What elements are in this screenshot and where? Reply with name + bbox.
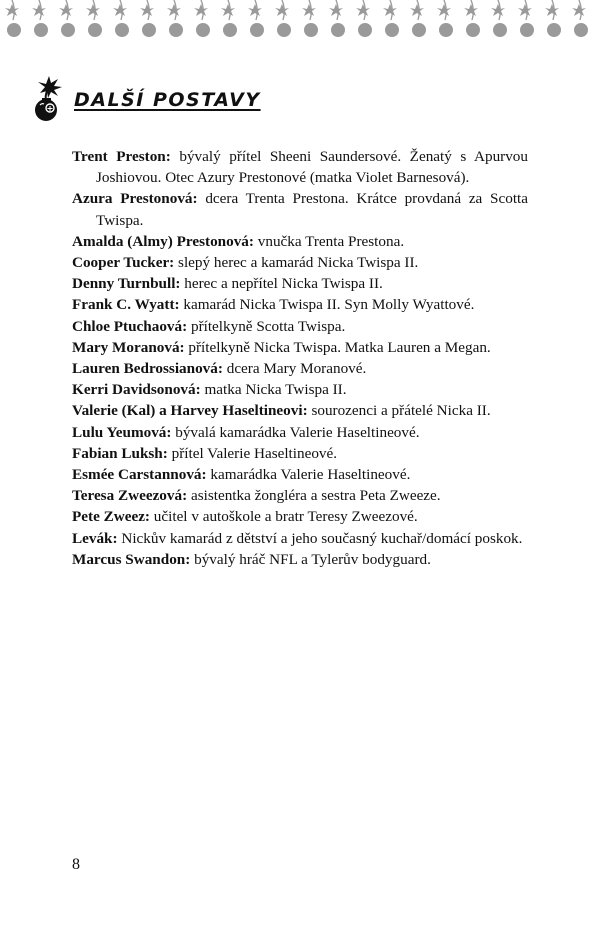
character-list	[72, 146, 528, 570]
character-entry	[72, 485, 528, 506]
border-bomb-icon	[59, 0, 75, 37]
character-entry	[72, 252, 528, 273]
section-header	[30, 74, 550, 122]
page-number: 8	[72, 856, 80, 873]
border-bomb-icon	[383, 0, 399, 37]
border-bomb-icon	[491, 0, 507, 37]
character-entry	[72, 528, 528, 549]
border-bomb-icon	[167, 0, 183, 37]
character-name: Azura Prestonová:	[72, 190, 198, 208]
character-description: dcera Mary Moranové.	[226, 360, 367, 378]
character-entry	[72, 379, 528, 400]
border-bomb-icon	[410, 0, 426, 37]
character-name: Valerie (Kal) a Harvey Haseltineovi:	[72, 402, 308, 420]
border-bomb-icon	[329, 0, 345, 37]
character-description: přítelkyně Scotta Twispa.	[190, 317, 346, 335]
border-bomb-icon	[518, 0, 534, 37]
character-entry	[72, 422, 528, 443]
border-bomb-icon	[464, 0, 480, 37]
bomb-icon	[30, 74, 72, 122]
border-bomb-icon	[140, 0, 156, 37]
character-name: Teresa Zweezová:	[72, 487, 188, 505]
character-name: Chloe Ptuchaová:	[72, 317, 188, 335]
character-entry	[72, 443, 528, 464]
character-name: Kerri Davidsonová:	[72, 381, 201, 399]
character-description: slepý herec a kamarád Nicka Twispa II.	[178, 254, 419, 272]
character-description: učitel v autoškole a bratr Teresy Zweezové.	[153, 508, 418, 526]
character-description: bývalý přítel Sheeni Saundersové. Ženatý s Apurvou Joshiovou. Otec Azury Prestonové (matka Violet Barnesová).	[96, 148, 528, 187]
character-description: dcera Trenta Prestona. Krátce provdaná za Scotta Twispa.	[96, 190, 529, 229]
character-description: bývalá kamarádka Valerie Haseltineové.	[175, 423, 420, 441]
decorative-bomb-border	[0, 0, 600, 48]
character-name: Fabian Luksh:	[72, 444, 168, 462]
border-bomb-icon	[545, 0, 561, 37]
character-name: Levák:	[72, 529, 118, 547]
character-entry	[72, 464, 528, 485]
border-bomb-icon	[248, 0, 264, 37]
character-description: Nickův kamarád z dětství a jeho současný kuchař/domácí poskok.	[121, 529, 523, 547]
character-entry	[72, 549, 528, 570]
border-bomb-icon	[302, 0, 318, 37]
character-entry	[72, 337, 528, 358]
border-bomb-icon	[5, 0, 21, 37]
character-description: přítelkyně Nicka Twispa. Matka Lauren a Megan.	[188, 338, 491, 356]
character-name: Lauren Bedrossianová:	[72, 360, 223, 378]
character-name: Mary Moranová:	[72, 338, 185, 356]
character-description: kamarádka Valerie Haseltineové.	[210, 466, 411, 484]
character-description: sourozenci a přátelé Nicka II.	[311, 402, 491, 420]
character-entry	[72, 188, 528, 230]
character-description: bývalý hráč NFL a Tylerův bodyguard.	[194, 550, 431, 568]
border-bomb-icon	[194, 0, 210, 37]
character-name: Pete Zweez:	[72, 508, 150, 526]
character-entry	[72, 294, 528, 315]
border-bomb-icon	[113, 0, 129, 37]
character-description: kamarád Nicka Twispa II. Syn Molly Wyattové.	[183, 296, 475, 314]
character-entry	[72, 146, 528, 188]
character-name: Esmée Carstannová:	[72, 466, 207, 484]
character-entry	[72, 273, 528, 294]
character-entry	[72, 231, 528, 252]
character-description: matka Nicka Twispa II.	[204, 381, 347, 399]
character-description: přítel Valerie Haseltineové.	[171, 444, 338, 462]
border-bomb-icon	[32, 0, 48, 37]
character-name: Marcus Swandon:	[72, 550, 191, 568]
character-entry	[72, 506, 528, 527]
character-name: Lulu Yeumová:	[72, 423, 172, 441]
border-bomb-icon	[86, 0, 102, 37]
section-title: DALŠÍ POSTAVY	[74, 89, 261, 111]
border-bomb-icon	[356, 0, 372, 37]
character-entry	[72, 400, 528, 421]
character-entry	[72, 316, 528, 337]
character-description: vnučka Trenta Prestona.	[257, 232, 405, 250]
character-name: Frank C. Wyatt:	[72, 296, 180, 314]
character-name: Amalda (Almy) Prestonová:	[72, 232, 254, 250]
character-description: herec a nepřítel Nicka Twispa II.	[184, 275, 383, 293]
character-name: Trent Preston:	[72, 148, 171, 165]
character-name: Cooper Tucker:	[72, 254, 175, 272]
border-bomb-icon	[275, 0, 291, 37]
border-bomb-icon	[221, 0, 237, 37]
character-description: asistentka žongléra a sestra Peta Zweeze.	[190, 487, 441, 505]
character-entry	[72, 358, 528, 379]
character-name: Denny Turnbull:	[72, 275, 181, 293]
border-bomb-icon	[437, 0, 453, 37]
border-bomb-icon	[572, 0, 588, 37]
